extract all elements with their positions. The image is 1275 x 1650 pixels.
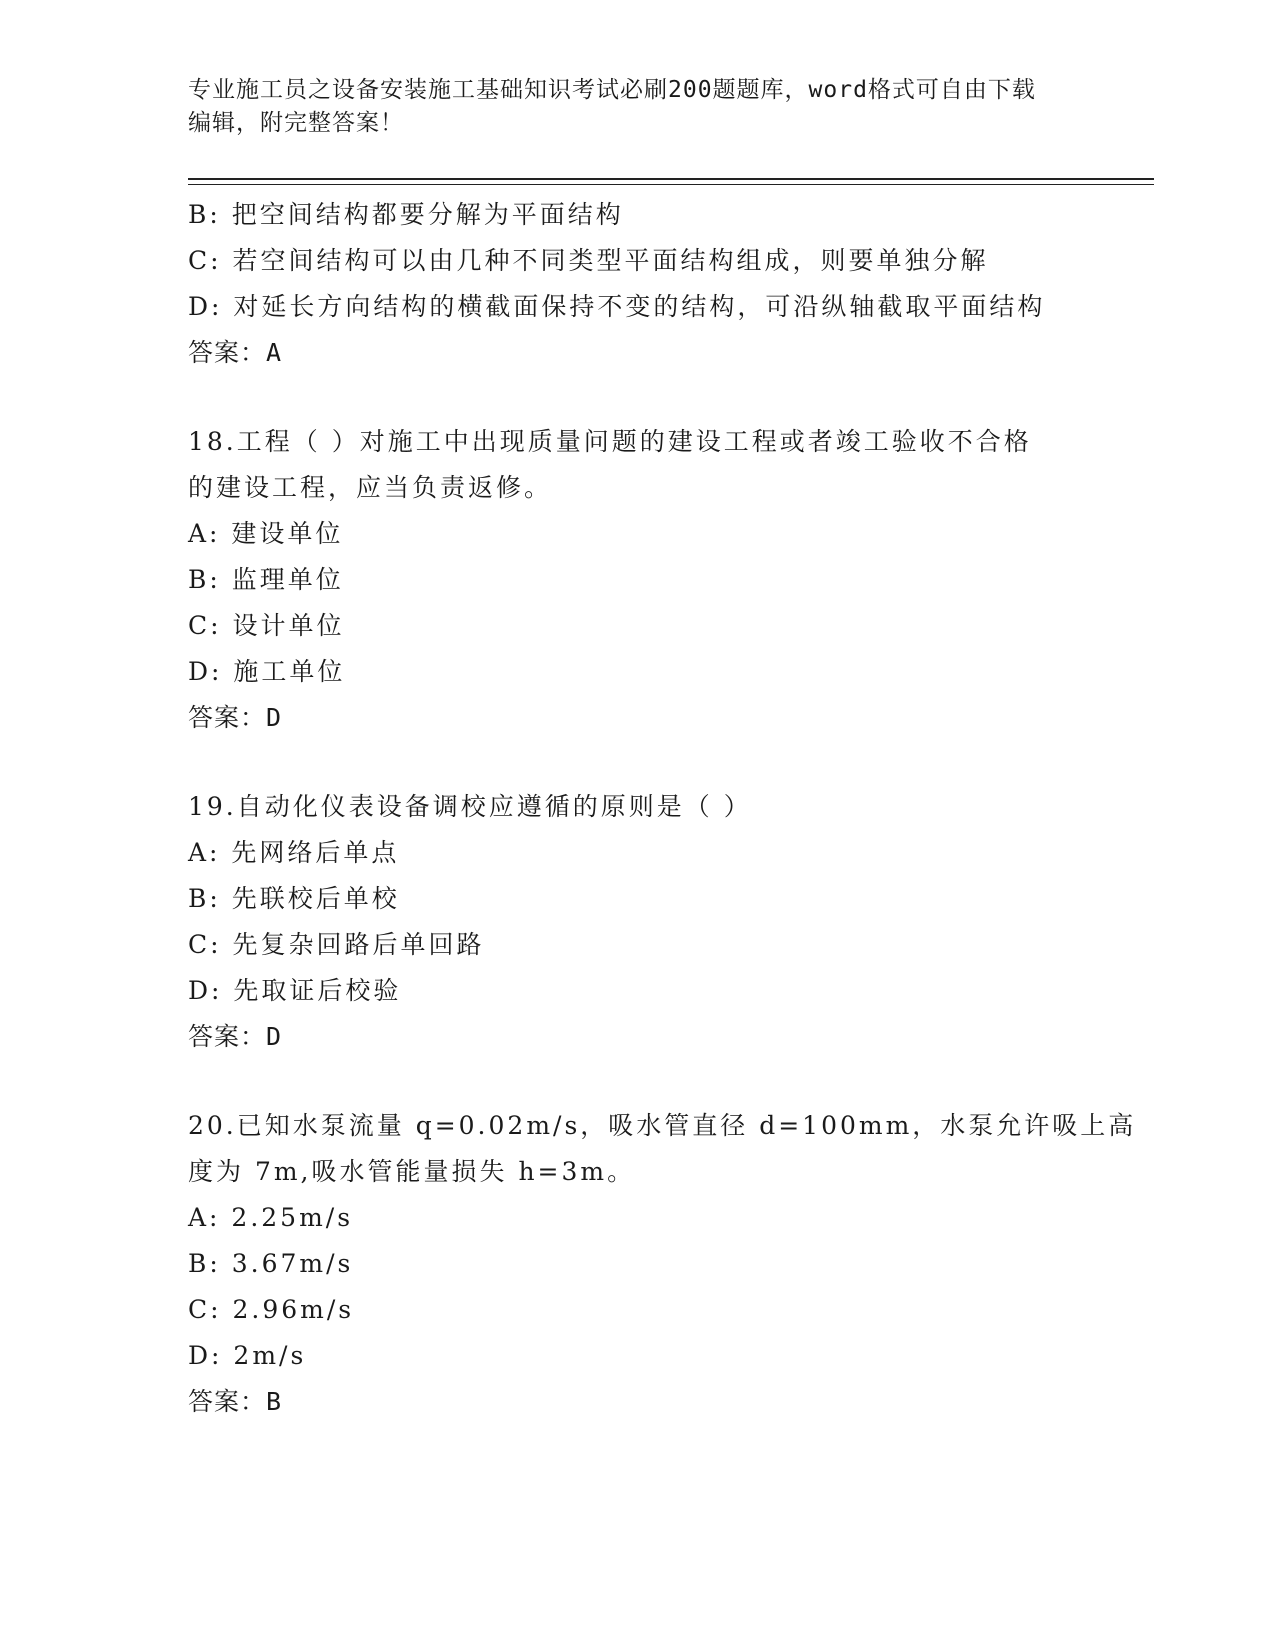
answer-line: 答案：A: [188, 338, 283, 367]
header-divider-thin: [188, 184, 1154, 185]
option-c: C: 先复杂回路后单回路: [188, 930, 485, 959]
option-b: B: 3.67m/s: [188, 1249, 354, 1278]
question-18: [188, 419, 1088, 741]
option-b: B: 把空间结构都要分解为平面结构: [188, 200, 624, 229]
option-b: B: 监理单位: [188, 565, 344, 594]
header-title-line1: 专业施工员之设备安装施工基础知识考试必刷200题题库，word格式可自由下载: [188, 77, 1036, 103]
answer-line: 答案：B: [188, 1387, 283, 1416]
option-a: A: 建设单位: [188, 519, 344, 548]
option-a: A: 2.25m/s: [188, 1203, 354, 1232]
question-stem-line2: 的建设工程，应当负责返修。: [188, 473, 553, 502]
option-a: A: 先网络后单点: [188, 838, 400, 867]
option-b: B: 先联校后单校: [188, 884, 400, 913]
question-stem-line1: 18.工程（ ）对施工中出现质量问题的建设工程或者竣工验收不合格: [188, 427, 1032, 456]
question-stem-line2: 度为 7m,吸水管能量损失 h=3m。: [188, 1157, 636, 1186]
header-title-line2: 编辑，附完整答案！: [188, 110, 404, 136]
question-stem-line1: 19.自动化仪表设备调校应遵循的原则是（ ）: [188, 792, 752, 821]
option-c: C: 2.96m/s: [188, 1295, 355, 1324]
option-d: D: 对延长方向结构的横截面保持不变的结构，可沿纵轴截取平面结构: [188, 292, 1046, 321]
question-20: [188, 1103, 1137, 1425]
question-19: [188, 784, 1088, 1060]
option-d: D: 2m/s: [188, 1341, 307, 1370]
option-d: D: 先取证后校验: [188, 976, 402, 1005]
answer-line: 答案：D: [188, 703, 283, 732]
header-divider-thick: [188, 178, 1154, 180]
question-stem-line1: 20.已知水泵流量 q=0.02m/s，吸水管直径 d=100mm，水泵允许吸上高: [188, 1111, 1137, 1140]
document-header: [188, 74, 1088, 140]
question-list: [188, 192, 1137, 1468]
option-c: C: 若空间结构可以由几种不同类型平面结构组成，则要单独分解: [188, 246, 989, 275]
answer-line: 答案：D: [188, 1022, 283, 1051]
option-c: C: 设计单位: [188, 611, 345, 640]
question-17-partial: [188, 192, 1088, 376]
option-d: D: 施工单位: [188, 657, 346, 686]
